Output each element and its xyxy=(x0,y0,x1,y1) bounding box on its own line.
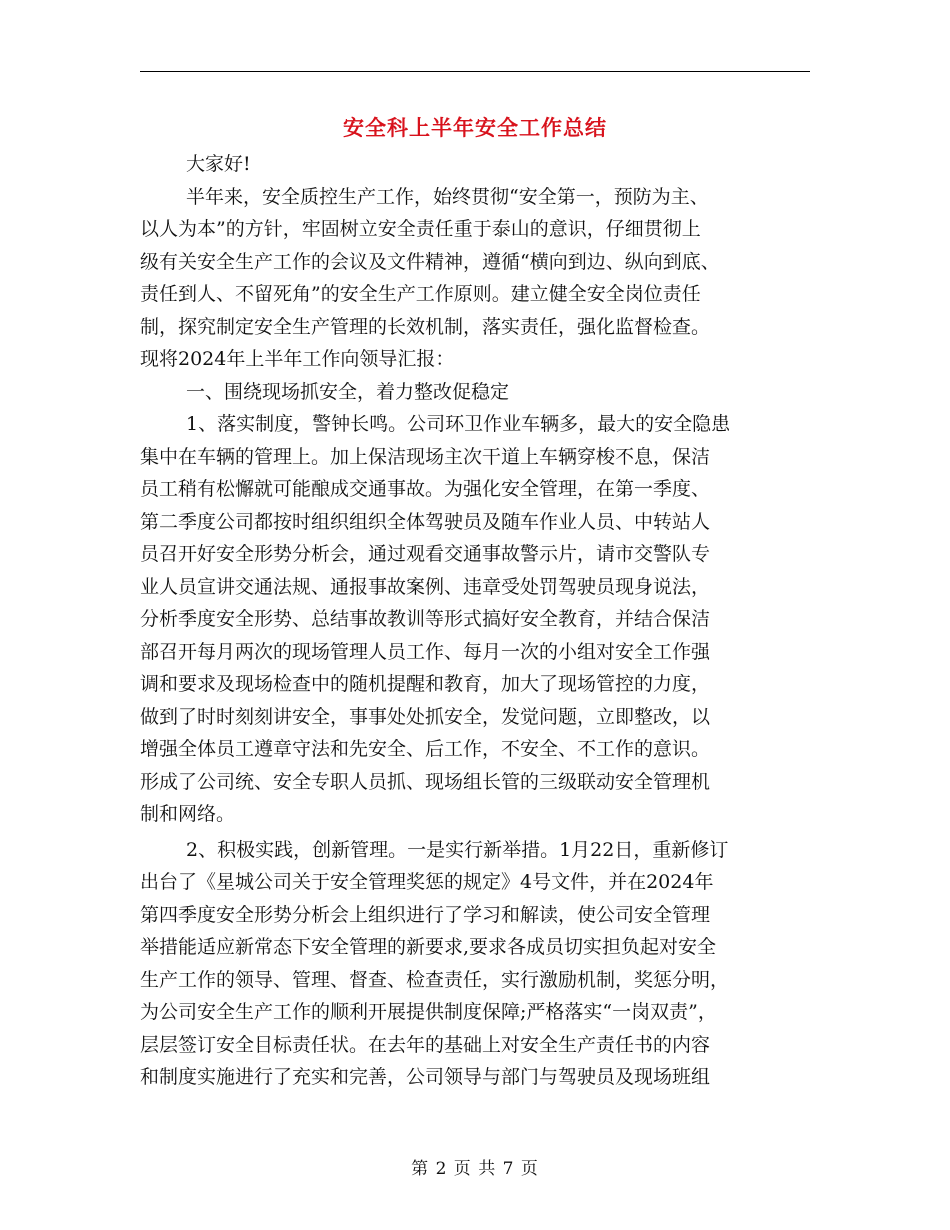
text-line: 层层签订安全目标责任状。在去年的基础上对安全生产责任书的内容 xyxy=(140,1033,711,1056)
text-line: 出台了《星城公司关于安全管理奖惩的规定》4号文件，并在2024年 xyxy=(140,871,714,893)
text-line: 现将2024年上半年工作向领导汇报： xyxy=(140,348,455,370)
text-line: 形成了公司统、安全专职人员抓、现场组长管的三级联动安全管理机 xyxy=(140,770,711,793)
text-line: 增强全体员工遵章守法和先安全、后工作，不安全、不工作的意识。 xyxy=(140,738,711,760)
text-line: 举措能适应新常态下安全管理的新要求,要求各成员切实担负起对安全 xyxy=(140,936,717,958)
text-line: 2、积极实践，创新管理。一是实行新举措。1月22日，重新修订 xyxy=(186,838,729,861)
text-line: 员召开好安全形势分析会，通过观看交通事故警示片，请市交警队专 xyxy=(140,543,711,565)
text-line: 部召开每月两次的现场管理人员工作、每月一次的小组对安全工作强 xyxy=(140,640,711,663)
text-line: 做到了时时刻刻讲安全，事事处处抓安全，发觉问题，立即整改，以 xyxy=(140,705,711,728)
text-line: 半年来，安全质控生产工作，始终贯彻“安全第一，预防为主、 xyxy=(186,185,709,208)
text-line: 大家好! xyxy=(186,153,251,175)
text-line: 分析季度安全形势、总结事故教训等形式搞好安全教育，并结合保洁 xyxy=(140,608,711,630)
text-line: 一、围绕现场抓安全，着力整改促稳定 xyxy=(186,380,510,403)
text-line: 和制度实施进行了充实和完善，公司领导与部门与驾驶员及现场班组 xyxy=(140,1066,711,1088)
text-line: 责任到人、不留死角”的安全生产工作原则。建立健全安全岗位责任 xyxy=(140,283,701,305)
document-body xyxy=(140,148,810,1094)
text-line: 员工稍有松懈就可能酿成交通事故。为强化安全管理，在第一季度、 xyxy=(140,478,711,500)
text-line: 生产工作的领导、管理、督查、检查责任，实行激励机制，奖惩分明， xyxy=(140,968,730,991)
text-line: 制和网络。 xyxy=(140,803,236,825)
text-line: 1、落实制度，警钟长鸣。公司环卫作业车辆多，最大的安全隐患 xyxy=(186,413,731,435)
text-line: 业人员宣讲交通法规、通报事故案例、违章受处罚驾驶员现身说法， xyxy=(140,575,711,598)
text-line: 第二季度公司都按时组织组织全体驾驶员及随车作业人员、中转站人 xyxy=(140,510,711,533)
header-rule xyxy=(140,71,810,72)
text-line: 制，探究制定安全生产管理的长效机制，落实责任，强化监督检查。 xyxy=(140,315,711,338)
text-line: 级有关安全生产工作的会议及文件精神，遵循“横向到边、纵向到底、 xyxy=(140,250,720,273)
document-title: 安全科上半年安全工作总结 xyxy=(343,116,607,140)
text-line: 第四季度安全形势分析会上组织进行了学习和解读，使公司安全管理 xyxy=(140,903,711,926)
text-line: 为公司安全生产工作的顺利开展提供制度保障;严格落实“一岗双责”， xyxy=(140,1001,717,1023)
text-line: 以人为本”的方针，牢固树立安全责任重于泰山的意识，仔细贯彻上 xyxy=(140,218,701,240)
page-footer: 第 2 页 共 7 页 xyxy=(411,1159,539,1179)
text-line: 调和要求及现场检查中的随机提醒和教育，加大了现场管控的力度， xyxy=(140,673,711,695)
text-line: 集中在车辆的管理上。加上保洁现场主次干道上车辆穿梭不息，保洁 xyxy=(140,445,711,468)
